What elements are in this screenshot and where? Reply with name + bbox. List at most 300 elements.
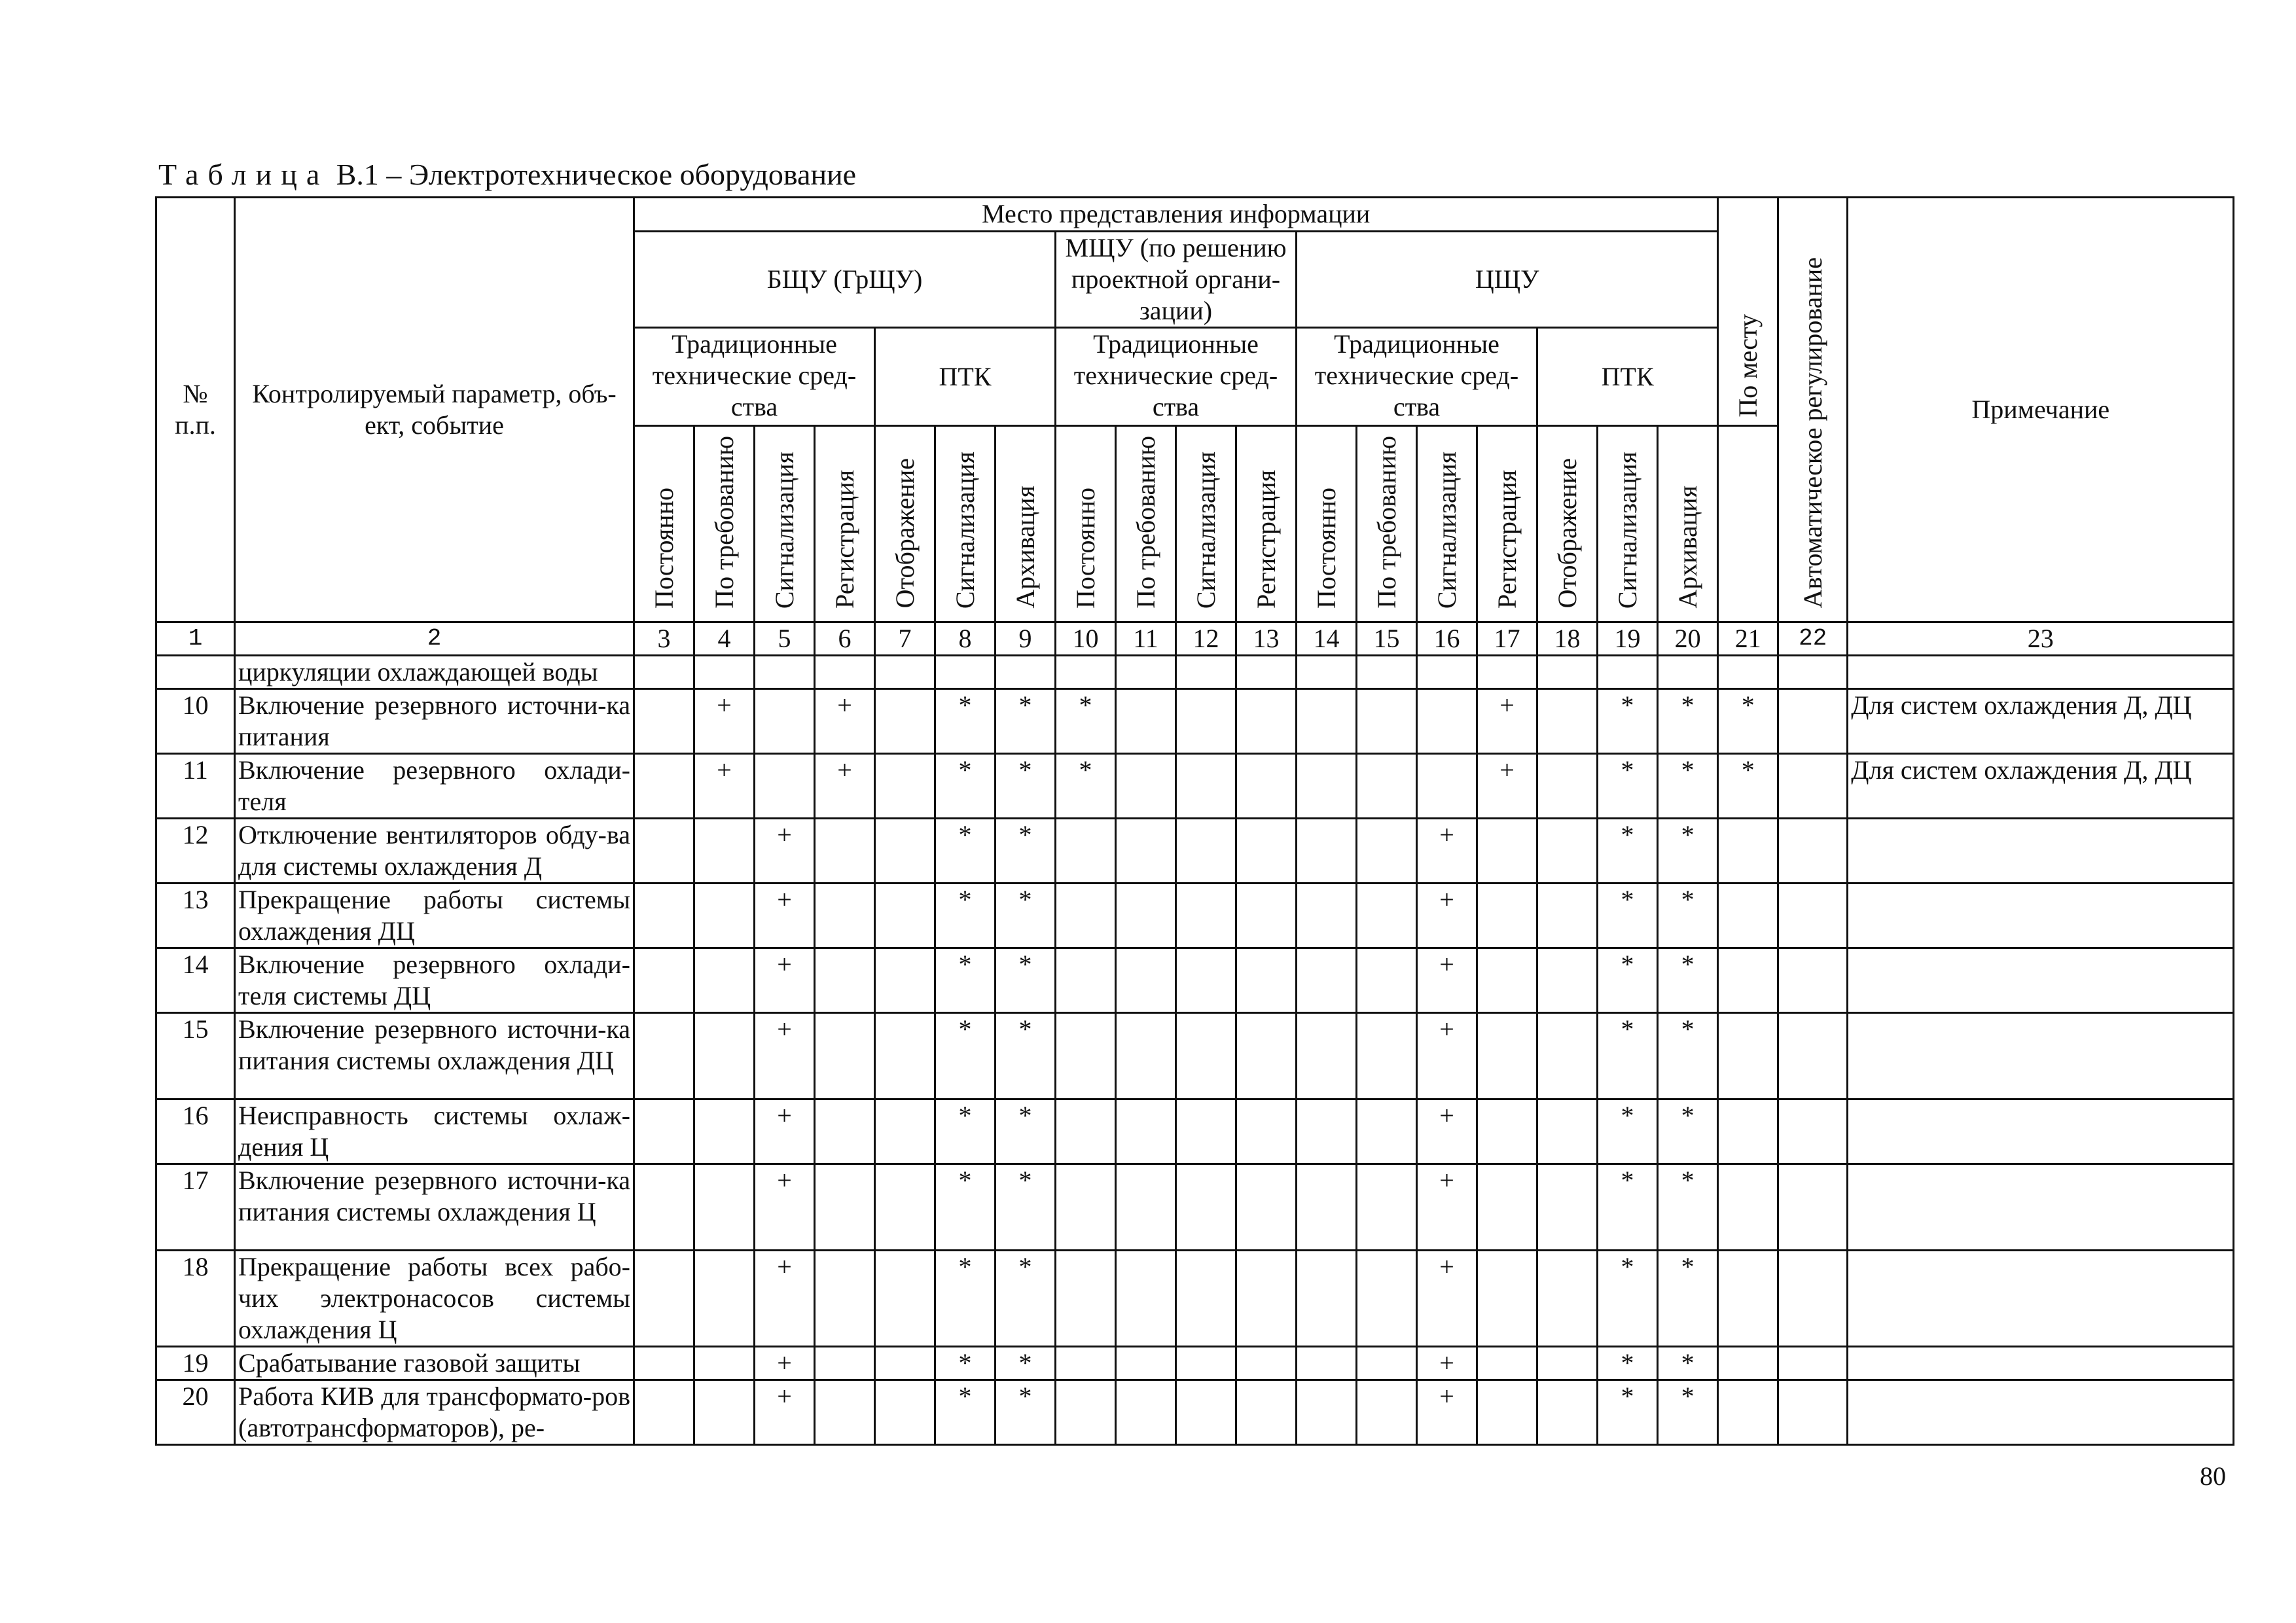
row-note <box>1848 1250 2234 1346</box>
row-note <box>1848 883 2234 948</box>
mark-col-21: * <box>1718 753 1778 818</box>
mark-col-7 <box>875 688 935 753</box>
mark-col-20: * <box>1658 688 1718 753</box>
caption-label: Таблица <box>158 158 329 191</box>
mark-col-10 <box>1056 1380 1116 1444</box>
mark-col-3 <box>634 655 694 688</box>
mark-col-20: * <box>1658 883 1718 948</box>
mark-col-22 <box>1778 688 1848 753</box>
mark-col-9: * <box>996 1250 1056 1346</box>
row-number: 10 <box>156 688 235 753</box>
column-number-9: 9 <box>996 622 1056 655</box>
column-number-5: 5 <box>755 622 815 655</box>
mark-col-5: + <box>755 948 815 1012</box>
mark-col-13 <box>1236 883 1297 948</box>
mark-col-13 <box>1236 1012 1297 1099</box>
header-auto: Автоматическое регулирование <box>1778 198 1848 622</box>
mark-col-5 <box>755 655 815 688</box>
mark-col-12 <box>1176 1250 1236 1346</box>
mark-col-4 <box>694 1164 755 1250</box>
row-note <box>1848 1012 2234 1099</box>
mark-col-20: * <box>1658 1250 1718 1346</box>
table-row <box>156 948 2234 1012</box>
column-number-21: 21 <box>1718 622 1778 655</box>
mark-col-9: * <box>996 1099 1056 1164</box>
row-parameter: Прекращение работы системы охлаждения ДЦ <box>235 883 634 948</box>
mark-col-17: + <box>1477 688 1537 753</box>
mark-col-9 <box>996 655 1056 688</box>
mark-col-22 <box>1778 883 1848 948</box>
mark-col-8: * <box>935 688 996 753</box>
mark-col-18 <box>1537 753 1598 818</box>
row-parameter: Включение резервного источни-ка питания системы охлаждения ДЦ <box>235 1012 634 1099</box>
mark-col-18 <box>1537 688 1598 753</box>
row-parameter: Включение резервного источни-ка питания системы охлаждения Ц <box>235 1164 634 1250</box>
mark-col-16: + <box>1417 948 1477 1012</box>
row-note: Для систем охлаждения Д, ДЦ <box>1848 688 2234 753</box>
mark-col-14 <box>1297 1099 1357 1164</box>
subheader-col-20: Архивация <box>1658 426 1718 622</box>
mark-col-16 <box>1417 753 1477 818</box>
table-row <box>156 883 2234 948</box>
row-number: 17 <box>156 1164 235 1250</box>
mark-col-17 <box>1477 818 1537 883</box>
mark-col-21 <box>1718 1099 1778 1164</box>
row-number: 20 <box>156 1380 235 1444</box>
row-number: 12 <box>156 818 235 883</box>
mark-col-6 <box>815 1164 875 1250</box>
mark-col-9: * <box>996 1012 1056 1099</box>
column-number-10: 10 <box>1056 622 1116 655</box>
mark-col-12 <box>1176 1099 1236 1164</box>
mark-col-18 <box>1537 1250 1598 1346</box>
mark-col-7 <box>875 655 935 688</box>
mark-col-17 <box>1477 1164 1537 1250</box>
mark-col-7 <box>875 753 935 818</box>
mark-col-3 <box>634 688 694 753</box>
mark-col-15 <box>1357 1380 1417 1444</box>
page-number: 80 <box>2200 1461 2226 1491</box>
mark-col-6: + <box>815 753 875 818</box>
row-number: 14 <box>156 948 235 1012</box>
mark-col-11 <box>1116 1250 1176 1346</box>
header-ptk-bshu: ПТК <box>875 328 1056 426</box>
mark-col-13 <box>1236 1099 1297 1164</box>
mark-col-10 <box>1056 1099 1116 1164</box>
mark-col-16: + <box>1417 818 1477 883</box>
row-parameter: Отключение вентиляторов обду-ва для системы охлаждения Д <box>235 818 634 883</box>
mark-col-8: * <box>935 1380 996 1444</box>
mark-col-17: + <box>1477 753 1537 818</box>
header-po-mestu: По месту <box>1718 198 1778 426</box>
mark-col-5: + <box>755 1099 815 1164</box>
mark-col-21 <box>1718 1012 1778 1099</box>
mark-col-9: * <box>996 688 1056 753</box>
mark-col-21 <box>1718 1164 1778 1250</box>
mark-col-7 <box>875 1164 935 1250</box>
mark-col-8: * <box>935 948 996 1012</box>
mark-col-15 <box>1357 1012 1417 1099</box>
header-param: Контролируемый параметр, объ-ект, событие <box>235 198 634 622</box>
mark-col-11 <box>1116 948 1176 1012</box>
subheader-col-18: Отображение <box>1537 426 1598 622</box>
table-row <box>156 1099 2234 1164</box>
mark-col-14 <box>1297 688 1357 753</box>
mark-col-3 <box>634 948 694 1012</box>
mark-col-6 <box>815 948 875 1012</box>
mark-col-4 <box>694 883 755 948</box>
table-body <box>156 655 2234 1444</box>
mark-col-6 <box>815 1346 875 1380</box>
mark-col-7 <box>875 818 935 883</box>
row-note <box>1848 1380 2234 1444</box>
row-note <box>1848 1346 2234 1380</box>
row-number <box>156 655 235 688</box>
column-number-1: 1 <box>156 622 235 655</box>
mark-col-21 <box>1718 1380 1778 1444</box>
column-number-4: 4 <box>694 622 755 655</box>
row-number: 11 <box>156 753 235 818</box>
mark-col-9: * <box>996 753 1056 818</box>
mark-col-11 <box>1116 688 1176 753</box>
mark-col-11 <box>1116 1346 1176 1380</box>
mark-col-15 <box>1357 1346 1417 1380</box>
mark-col-9: * <box>996 818 1056 883</box>
header-trad-mshu: Традиционные технические сред-ства <box>1056 328 1297 426</box>
mark-col-22 <box>1778 818 1848 883</box>
mark-col-5 <box>755 688 815 753</box>
mark-col-11 <box>1116 1012 1176 1099</box>
mark-col-18 <box>1537 655 1598 688</box>
mark-col-3 <box>634 883 694 948</box>
mark-col-19: * <box>1598 948 1658 1012</box>
mark-col-10 <box>1056 883 1116 948</box>
subheader-col-13: Регистрация <box>1236 426 1297 622</box>
mark-col-10: * <box>1056 688 1116 753</box>
mark-col-12 <box>1176 688 1236 753</box>
subheader-col-12: Сигнализация <box>1176 426 1236 622</box>
column-number-23: 23 <box>1848 622 2234 655</box>
mark-col-11 <box>1116 1380 1176 1444</box>
mark-col-6 <box>815 883 875 948</box>
mark-col-16: + <box>1417 1380 1477 1444</box>
header-no: № п.п. <box>156 198 235 622</box>
mark-col-8: * <box>935 818 996 883</box>
mark-col-7 <box>875 1099 935 1164</box>
row-note <box>1848 818 2234 883</box>
column-number-7: 7 <box>875 622 935 655</box>
mark-col-22 <box>1778 1346 1848 1380</box>
table-row <box>156 655 2234 688</box>
mark-col-3 <box>634 818 694 883</box>
column-number-row <box>156 622 2234 655</box>
mark-col-21 <box>1718 655 1778 688</box>
mark-col-17 <box>1477 948 1537 1012</box>
column-number-17: 17 <box>1477 622 1537 655</box>
mark-col-12 <box>1176 1164 1236 1250</box>
mark-col-13 <box>1236 655 1297 688</box>
mark-col-18 <box>1537 818 1598 883</box>
column-number-16: 16 <box>1417 622 1477 655</box>
row-number: 15 <box>156 1012 235 1099</box>
mark-col-3 <box>634 1012 694 1099</box>
mark-col-4 <box>694 818 755 883</box>
mark-col-4 <box>694 1250 755 1346</box>
equipment-table <box>155 196 2234 1446</box>
mark-col-18 <box>1537 883 1598 948</box>
header-bshu: БЩУ (ГрЩУ) <box>634 232 1056 328</box>
mark-col-16: + <box>1417 1346 1477 1380</box>
mark-col-18 <box>1537 1164 1598 1250</box>
mark-col-16 <box>1417 655 1477 688</box>
mark-col-14 <box>1297 1346 1357 1380</box>
mark-col-3 <box>634 1380 694 1444</box>
mark-col-8: * <box>935 1346 996 1380</box>
mark-col-22 <box>1778 948 1848 1012</box>
row-number: 13 <box>156 883 235 948</box>
mark-col-5: + <box>755 1164 815 1250</box>
subheader-col-6: Регистрация <box>815 426 875 622</box>
mark-col-17 <box>1477 883 1537 948</box>
table-row <box>156 688 2234 753</box>
mark-col-18 <box>1537 1380 1598 1444</box>
mark-col-19: * <box>1598 1380 1658 1444</box>
table-caption <box>158 157 856 192</box>
subheader-col-9: Архивация <box>996 426 1056 622</box>
subheader-col-10: Постоянно <box>1056 426 1116 622</box>
column-number-8: 8 <box>935 622 996 655</box>
mark-col-5: + <box>755 1012 815 1099</box>
mark-col-20: * <box>1658 948 1718 1012</box>
header-cshu: ЦЩУ <box>1297 232 1718 328</box>
table-row <box>156 1164 2234 1250</box>
subheader-col-15: По требованию <box>1357 426 1417 622</box>
mark-col-21: * <box>1718 688 1778 753</box>
mark-col-9: * <box>996 883 1056 948</box>
mark-col-20: * <box>1658 1012 1718 1099</box>
mark-col-10 <box>1056 655 1116 688</box>
subheader-col-14: Постоянно <box>1297 426 1357 622</box>
mark-col-11 <box>1116 655 1176 688</box>
caption-title: В.1 – Электротехническое оборудование <box>329 158 857 191</box>
mark-col-7 <box>875 883 935 948</box>
table-row <box>156 1346 2234 1380</box>
mark-col-7 <box>875 1380 935 1444</box>
mark-col-5: + <box>755 1346 815 1380</box>
mark-col-6 <box>815 655 875 688</box>
header-place: Место представления информации <box>634 198 1718 232</box>
mark-col-17 <box>1477 1099 1537 1164</box>
mark-col-5: + <box>755 883 815 948</box>
mark-col-12 <box>1176 1380 1236 1444</box>
row-number: 18 <box>156 1250 235 1346</box>
mark-col-8: * <box>935 1099 996 1164</box>
subheader-col-11: По требованию <box>1116 426 1176 622</box>
subheader-col-3: Постоянно <box>634 426 694 622</box>
row-number: 16 <box>156 1099 235 1164</box>
mark-col-19: * <box>1598 1250 1658 1346</box>
column-number-20: 20 <box>1658 622 1718 655</box>
mark-col-4 <box>694 1346 755 1380</box>
mark-col-7 <box>875 1250 935 1346</box>
mark-col-17 <box>1477 655 1537 688</box>
mark-col-12 <box>1176 948 1236 1012</box>
mark-col-7 <box>875 1346 935 1380</box>
mark-col-3 <box>634 1346 694 1380</box>
row-number: 19 <box>156 1346 235 1380</box>
mark-col-5: + <box>755 1250 815 1346</box>
mark-col-22 <box>1778 753 1848 818</box>
column-number-14: 14 <box>1297 622 1357 655</box>
row-note: Для систем охлаждения Д, ДЦ <box>1848 753 2234 818</box>
mark-col-8: * <box>935 1012 996 1099</box>
mark-col-4: + <box>694 688 755 753</box>
mark-col-9: * <box>996 1346 1056 1380</box>
mark-col-20 <box>1658 655 1718 688</box>
column-number-22: 22 <box>1778 622 1848 655</box>
mark-col-20: * <box>1658 753 1718 818</box>
subheader-col-17: Регистрация <box>1477 426 1537 622</box>
row-parameter: Включение резервного охлади-теля системы ДЦ <box>235 948 634 1012</box>
mark-col-8: * <box>935 753 996 818</box>
mark-col-10 <box>1056 1012 1116 1099</box>
mark-col-20: * <box>1658 1380 1718 1444</box>
mark-col-15 <box>1357 1164 1417 1250</box>
mark-col-19: * <box>1598 1099 1658 1164</box>
column-number-13: 13 <box>1236 622 1297 655</box>
mark-col-20: * <box>1658 1099 1718 1164</box>
mark-col-20: * <box>1658 1164 1718 1250</box>
row-parameter: Включение резервного источни-ка питания <box>235 688 634 753</box>
mark-col-18 <box>1537 1346 1598 1380</box>
mark-col-9: * <box>996 1380 1056 1444</box>
table-row <box>156 1250 2234 1346</box>
mark-col-21 <box>1718 818 1778 883</box>
mark-col-13 <box>1236 818 1297 883</box>
mark-col-18 <box>1537 1012 1598 1099</box>
mark-col-8 <box>935 655 996 688</box>
mark-col-11 <box>1116 883 1176 948</box>
mark-col-15 <box>1357 1250 1417 1346</box>
mark-col-18 <box>1537 948 1598 1012</box>
column-number-12: 12 <box>1176 622 1236 655</box>
mark-col-20: * <box>1658 818 1718 883</box>
column-number-15: 15 <box>1357 622 1417 655</box>
row-parameter: Работа КИВ для трансформато-ров (автотрансформаторов), ре- <box>235 1380 634 1444</box>
mark-col-10 <box>1056 1250 1116 1346</box>
mark-col-22 <box>1778 1250 1848 1346</box>
mark-col-3 <box>634 1250 694 1346</box>
mark-col-14 <box>1297 1250 1357 1346</box>
mark-col-3 <box>634 1099 694 1164</box>
mark-col-21 <box>1718 1346 1778 1380</box>
subheader-col-16: Сигнализация <box>1417 426 1477 622</box>
header-ptk-cshu: ПТК <box>1537 328 1718 426</box>
row-note <box>1848 655 2234 688</box>
mark-col-17 <box>1477 1346 1537 1380</box>
mark-col-14 <box>1297 1380 1357 1444</box>
mark-col-15 <box>1357 1099 1417 1164</box>
mark-col-19: * <box>1598 1012 1658 1099</box>
mark-col-16: + <box>1417 1099 1477 1164</box>
mark-col-6 <box>815 1380 875 1444</box>
column-number-2: 2 <box>235 622 634 655</box>
column-number-3: 3 <box>634 622 694 655</box>
mark-col-14 <box>1297 883 1357 948</box>
mark-col-4 <box>694 655 755 688</box>
mark-col-4: + <box>694 753 755 818</box>
mark-col-12 <box>1176 818 1236 883</box>
mark-col-13 <box>1236 1380 1297 1444</box>
subheader-col-4: По требованию <box>694 426 755 622</box>
mark-col-5: + <box>755 1380 815 1444</box>
mark-col-14 <box>1297 818 1357 883</box>
mark-col-5 <box>755 753 815 818</box>
mark-col-13 <box>1236 1250 1297 1346</box>
mark-col-12 <box>1176 753 1236 818</box>
mark-col-5: + <box>755 818 815 883</box>
subheader-col-8: Сигнализация <box>935 426 996 622</box>
header-note: Примечание <box>1848 198 2234 622</box>
mark-col-14 <box>1297 948 1357 1012</box>
mark-col-16: + <box>1417 883 1477 948</box>
header-mshu: МЩУ (по решению проектной органи-зации) <box>1056 232 1297 328</box>
mark-col-15 <box>1357 753 1417 818</box>
mark-col-6 <box>815 818 875 883</box>
header-trad-cshu: Традиционные технические сред-ства <box>1297 328 1537 426</box>
mark-col-17 <box>1477 1250 1537 1346</box>
row-parameter: Срабатывание газовой защиты <box>235 1346 634 1380</box>
mark-col-13 <box>1236 1346 1297 1380</box>
mark-col-19: * <box>1598 818 1658 883</box>
mark-col-9: * <box>996 948 1056 1012</box>
mark-col-22 <box>1778 1380 1848 1444</box>
column-number-11: 11 <box>1116 622 1176 655</box>
mark-col-16: + <box>1417 1012 1477 1099</box>
mark-col-3 <box>634 753 694 818</box>
mark-col-14 <box>1297 655 1357 688</box>
mark-col-12 <box>1176 1012 1236 1099</box>
mark-col-22 <box>1778 1012 1848 1099</box>
table-row <box>156 1380 2234 1444</box>
mark-col-4 <box>694 1012 755 1099</box>
row-parameter: циркуляции охлаждающей воды <box>235 655 634 688</box>
mark-col-18 <box>1537 1099 1598 1164</box>
mark-col-3 <box>634 1164 694 1250</box>
subheader-col-5: Сигнализация <box>755 426 815 622</box>
mark-col-22 <box>1778 1164 1848 1250</box>
header-trad-bshu: Традиционные технические сред-ства <box>634 328 875 426</box>
column-number-6: 6 <box>815 622 875 655</box>
mark-col-16: + <box>1417 1250 1477 1346</box>
mark-col-21 <box>1718 883 1778 948</box>
mark-col-15 <box>1357 688 1417 753</box>
mark-col-9: * <box>996 1164 1056 1250</box>
mark-col-12 <box>1176 883 1236 948</box>
column-number-18: 18 <box>1537 622 1598 655</box>
row-parameter: Включение резервного охлади-теля <box>235 753 634 818</box>
mark-col-21 <box>1718 948 1778 1012</box>
mark-col-17 <box>1477 1012 1537 1099</box>
row-note <box>1848 948 2234 1012</box>
mark-col-13 <box>1236 948 1297 1012</box>
table-row <box>156 1012 2234 1099</box>
mark-col-19: * <box>1598 883 1658 948</box>
equipment-table-wrapper <box>155 196 2226 1446</box>
mark-col-19: * <box>1598 688 1658 753</box>
mark-col-21 <box>1718 1250 1778 1346</box>
mark-col-19: * <box>1598 1164 1658 1250</box>
